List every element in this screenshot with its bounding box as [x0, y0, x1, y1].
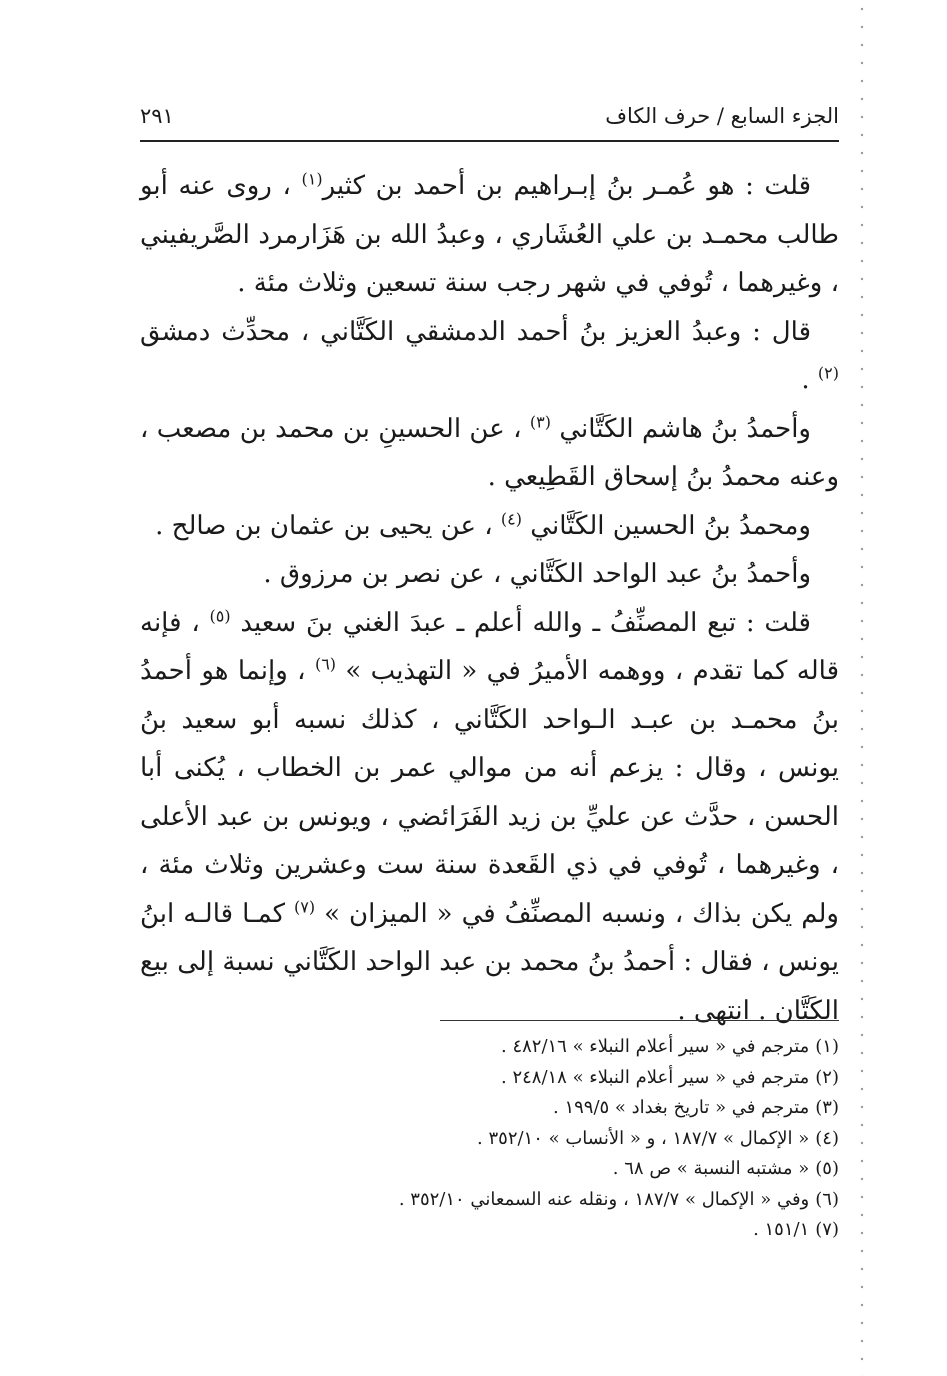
footnote-marker: (١) — [301, 169, 323, 189]
paragraph-text: ، عن الحسينِ بن محمد بن مصعب ، وعنه محمدُ بنُ إسحاق القَطِيعي . — [140, 413, 839, 492]
paragraph — [140, 599, 839, 1036]
paragraph — [140, 162, 839, 308]
paragraph-text: قلت : تبع المصنِّفُ ـ والله أعلم ـ عبدَ الغني بنَ سعيد — [230, 607, 811, 638]
footnote-text: ١٥١/١ . — [753, 1219, 810, 1240]
footnote — [140, 1124, 839, 1155]
footnote-marker: (٦) — [314, 654, 337, 674]
paragraph-text: وأحمدُ بنُ هاشم الكَتَّاني — [551, 413, 811, 444]
paragraph-text: ، عن يحيى بن عثمان بن صالح . — [155, 510, 501, 541]
paragraph — [140, 405, 839, 502]
footnote-marker: (٣) — [529, 411, 551, 431]
paragraph-text: قلت : هو عُمـر بنُ إبـراهيم بن أحمد بن كثير — [322, 171, 812, 201]
paragraph — [140, 550, 839, 599]
page-header — [140, 96, 839, 136]
footnote-number: (١) — [815, 1036, 839, 1057]
paragraph-text: ، روى عنه أبو طالب محمـد بن علي العُشَاري ، وعبدُ الله بن هَزَارمرد الصَّريفيني ، وغيرهما ، تُوفي في شهر رجب سنة تسعين وثلاث مئة . — [140, 171, 839, 298]
page-number: ٢٩١ — [140, 104, 174, 128]
footnote — [140, 1093, 839, 1124]
footnote-text: مترجم في « تاريخ بغداد » ١٩٩/٥ . — [553, 1097, 810, 1118]
paragraph-text: وأحمدُ بنُ عبد الواحد الكَتَّاني ، عن نصر بن مرزوق . — [263, 559, 811, 589]
scan-edge-dots — [860, 0, 864, 1376]
paragraph — [140, 308, 839, 405]
footnote-number: (٣) — [815, 1097, 839, 1118]
paragraph-text: ، فإنه قاله كما تقدم ، ووهمه الأميرُ في « التهذيب » — [140, 607, 839, 686]
footnote — [140, 1032, 839, 1063]
paragraph-text: . — [801, 365, 818, 395]
paragraph — [140, 502, 839, 551]
header-rule — [140, 140, 839, 142]
footnote-number: (٧) — [815, 1219, 839, 1240]
footnote-text: وفي « الإكمال » ١٨٧/٧ ، ونقله عنه السمعاني ٣٥٢/١٠ . — [398, 1188, 810, 1210]
footnotes — [140, 1032, 839, 1246]
footnote-separator — [440, 1020, 839, 1021]
footnote — [140, 1185, 839, 1216]
footnote-text: « مشتبه النسبة » ص ٦٨ . — [612, 1158, 810, 1179]
footnote-marker: (٤) — [500, 508, 523, 528]
footnote-number: (٤) — [815, 1127, 839, 1149]
footnote — [140, 1215, 839, 1246]
footnote-text: مترجم في « سير أعلام النبلاء » ٢٤٨/١٨ . — [500, 1066, 810, 1088]
paragraph-text: ، وإنما هو أحمدُ بنُ محمـد بن عبـد الـواحد الكَتَّاني ، كذلك نسبه أبو سعيد بنُ يونس ، وقال : يزعم أنه من موالي عمر بن الخطاب ، يُكنى أبا الحسن ، حدَّث عن عليِّ بن زيد الفَرَائضي ، ويونس بن عبد الأعلى ، وغيرهما ، تُوفي في ذي القَعدة سنة ست وعشرين وثلاث مئة ، ولم يكن بذاك ، ونسبه المصنِّفُ في « الميزان » — [140, 656, 839, 929]
footnote-text: « الإكمال » ١٨٧/٧ ، و « الأنساب » ٣٥٢/١٠ . — [477, 1127, 810, 1149]
footnote-marker: (٢) — [817, 363, 839, 383]
footnote-marker: (٥) — [209, 605, 231, 625]
footnote-text: مترجم في « سير أعلام النبلاء » ٤٨٢/١٦ . — [500, 1036, 810, 1057]
footnote — [140, 1063, 839, 1094]
paragraph-text: كمـا قالـه ابنُ يونس ، فقال : أحمدُ بنُ محمد بن عبد الواحد الكَتَّاني نسبة إلى بيع الكَتَّان . انتهى . — [140, 898, 839, 1026]
paragraph-text: قال : وعبدُ العزيز بنُ أحمد الدمشقي الكَتَّاني ، محدِّث دمشق — [140, 316, 811, 347]
running-title: الجزء السابع / حرف الكاف — [605, 104, 839, 128]
footnote-number: (٥) — [815, 1158, 839, 1179]
footnote-number: (٢) — [815, 1066, 839, 1088]
footnote — [140, 1154, 839, 1185]
paragraph-text: ومحمدُ بنُ الحسين الكَتَّاني — [522, 510, 811, 541]
main-text — [140, 162, 839, 1035]
footnote-number: (٦) — [815, 1188, 839, 1210]
footnote-marker: (٧) — [294, 896, 316, 916]
